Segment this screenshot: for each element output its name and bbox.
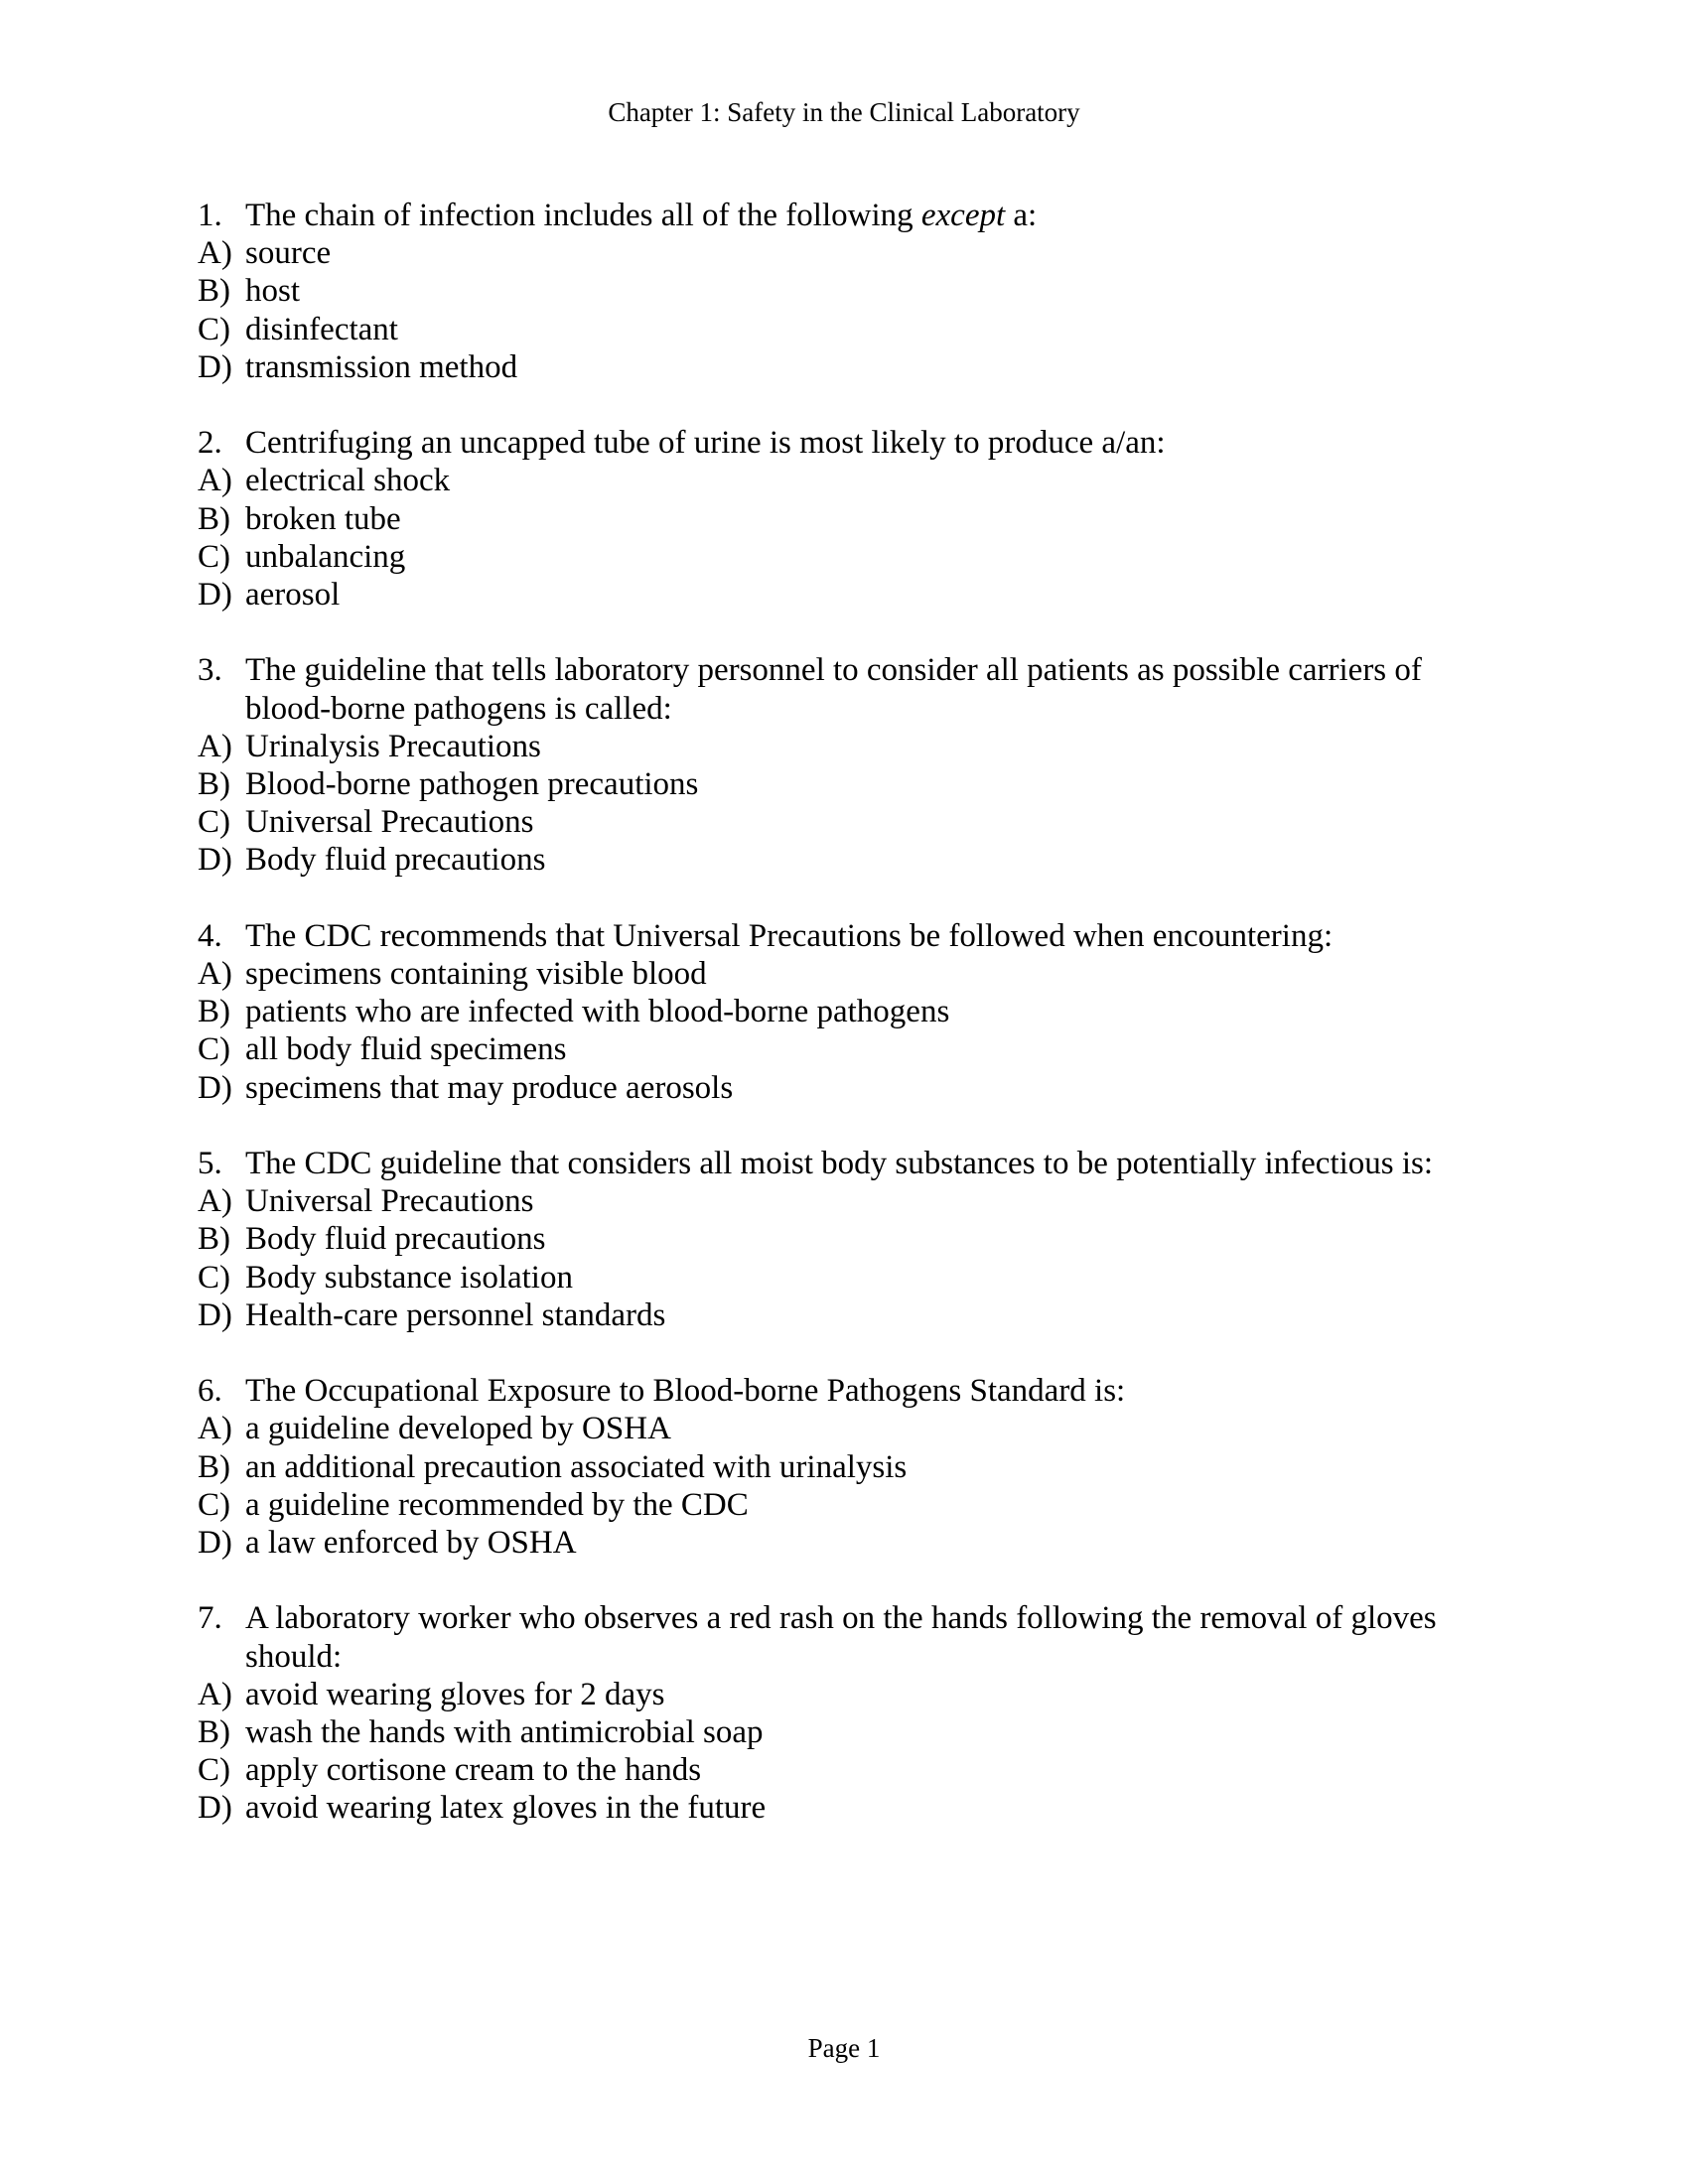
question-text xyxy=(245,197,1449,234)
question-list xyxy=(198,197,1449,1865)
option-label: D) xyxy=(198,577,232,614)
option-label: A) xyxy=(198,1676,232,1712)
option-label: D) xyxy=(198,1069,232,1106)
stem-text: The CDC guideline that considers all moist body substances to be potentially infectious is: xyxy=(245,1146,1434,1182)
answer-option xyxy=(198,993,1449,1030)
answer-option xyxy=(198,765,1449,803)
question-number: 1. xyxy=(198,198,222,233)
answer-option xyxy=(198,234,1449,272)
option-label: C) xyxy=(198,1259,230,1296)
question-stem xyxy=(198,917,1449,955)
option-label: C) xyxy=(198,311,230,347)
option-text: specimens that may produce aerosols xyxy=(245,1069,734,1106)
question-stem xyxy=(198,1372,1449,1410)
question-number: 4. xyxy=(198,917,222,954)
answer-option xyxy=(198,462,1449,499)
option-text: Body fluid precautions xyxy=(245,842,546,879)
answer-option xyxy=(198,1676,1449,1713)
option-text: aerosol xyxy=(245,577,341,614)
option-text: Universal Precautions xyxy=(245,1183,534,1220)
question-number: 7. xyxy=(198,1600,222,1637)
answer-option xyxy=(198,1486,1449,1524)
question xyxy=(198,1599,1449,1827)
option-label: B) xyxy=(198,994,230,1030)
option-text: Blood-borne pathogen precautions xyxy=(245,766,699,803)
stem-text: Centrifuging an uncapped tube of urine is most likely to produce a/an: xyxy=(245,425,1166,462)
stem-text: The chain of infection includes all of the following xyxy=(245,198,921,233)
option-text: a guideline recommended by the CDC xyxy=(245,1486,749,1523)
option-text: Health-care personnel standards xyxy=(245,1297,666,1333)
stem-text: A laboratory worker who observes a red rash on the hands following the removal of gloves should: xyxy=(245,1600,1437,1675)
option-label: C) xyxy=(198,1752,230,1789)
option-text: unbalancing xyxy=(245,538,406,575)
option-label: C) xyxy=(198,804,230,841)
answer-option xyxy=(198,1789,1449,1827)
answer-option xyxy=(198,1410,1449,1447)
option-text: an additional precaution associated with urinalysis xyxy=(245,1448,908,1485)
question-stem xyxy=(198,197,1449,234)
option-label: D) xyxy=(198,1790,232,1827)
question-text xyxy=(245,1372,1449,1410)
stem-emphasis: except xyxy=(920,198,1006,233)
answer-option xyxy=(198,1030,1449,1068)
option-text: Urinalysis Precautions xyxy=(245,728,541,764)
answer-option xyxy=(198,803,1449,841)
option-text: a guideline developed by OSHA xyxy=(245,1411,671,1447)
question-text xyxy=(245,1145,1449,1182)
option-label: B) xyxy=(198,273,230,310)
answer-option xyxy=(198,955,1449,993)
option-label: B) xyxy=(198,1221,230,1258)
answer-option xyxy=(198,1524,1449,1562)
option-label: A) xyxy=(198,956,232,993)
answer-option xyxy=(198,1259,1449,1297)
option-label: C) xyxy=(198,538,230,575)
answer-option xyxy=(198,1069,1449,1107)
option-label: D) xyxy=(198,1297,232,1333)
option-text: all body fluid specimens xyxy=(245,1031,567,1068)
option-label: C) xyxy=(198,1031,230,1068)
answer-option xyxy=(198,1182,1449,1220)
answer-option xyxy=(198,841,1449,879)
option-text: a law enforced by OSHA xyxy=(245,1525,577,1562)
question xyxy=(198,1145,1449,1334)
question xyxy=(198,424,1449,614)
page-header: Chapter 1: Safety in the Clinical Laboratory xyxy=(608,97,1080,127)
answer-option xyxy=(198,1713,1449,1751)
option-text: apply cortisone cream to the hands xyxy=(245,1752,702,1789)
answer-option xyxy=(198,500,1449,538)
option-label: B) xyxy=(198,766,230,803)
option-text: source xyxy=(245,235,332,272)
option-text: avoid wearing latex gloves in the future xyxy=(245,1790,767,1827)
option-text: specimens containing visible blood xyxy=(245,956,707,993)
option-text: host xyxy=(245,273,301,310)
question-number: 6. xyxy=(198,1373,222,1410)
option-label: B) xyxy=(198,500,230,537)
answer-option xyxy=(198,576,1449,614)
answer-option xyxy=(198,311,1449,348)
question-text xyxy=(245,651,1449,727)
option-text: Universal Precautions xyxy=(245,804,534,841)
page-number: Page 1 xyxy=(807,2033,881,2063)
question xyxy=(198,1372,1449,1562)
question-text xyxy=(245,917,1449,955)
question xyxy=(198,197,1449,386)
question-stem xyxy=(198,424,1449,462)
question-number: 5. xyxy=(198,1146,222,1182)
option-label: A) xyxy=(198,1411,232,1447)
answer-option xyxy=(198,538,1449,576)
option-label: A) xyxy=(198,235,232,272)
option-label: C) xyxy=(198,1486,230,1523)
option-label: A) xyxy=(198,728,232,764)
question xyxy=(198,651,1449,879)
question xyxy=(198,917,1449,1107)
question-number: 2. xyxy=(198,425,222,462)
option-text: transmission method xyxy=(245,348,518,385)
question-stem xyxy=(198,651,1449,727)
answer-option xyxy=(198,1220,1449,1258)
question-stem xyxy=(198,1599,1449,1675)
question-text xyxy=(245,424,1449,462)
answer-option xyxy=(198,272,1449,310)
option-text: Body substance isolation xyxy=(245,1259,573,1296)
option-text: wash the hands with antimicrobial soap xyxy=(245,1714,764,1751)
question-stem xyxy=(198,1145,1449,1182)
stem-text: The CDC recommends that Universal Precautions be followed when encountering: xyxy=(245,917,1334,954)
option-label: D) xyxy=(198,842,232,879)
option-label: B) xyxy=(198,1714,230,1751)
option-label: B) xyxy=(198,1448,230,1485)
stem-text: The guideline that tells laboratory personnel to consider all patients as possible carriers of blood-borne pathogens is called: xyxy=(245,652,1422,727)
option-label: D) xyxy=(198,348,232,385)
option-label: A) xyxy=(198,463,232,499)
answer-option xyxy=(198,1448,1449,1486)
option-text: avoid wearing gloves for 2 days xyxy=(245,1676,665,1712)
option-text: broken tube xyxy=(245,500,401,537)
question-text xyxy=(245,1599,1449,1675)
answer-option xyxy=(198,728,1449,765)
stem-text: The Occupational Exposure to Blood-borne Pathogens Standard is: xyxy=(245,1373,1126,1410)
option-label: A) xyxy=(198,1183,232,1220)
option-text: Body fluid precautions xyxy=(245,1221,546,1258)
option-label: D) xyxy=(198,1525,232,1562)
answer-option xyxy=(198,1751,1449,1789)
option-text: electrical shock xyxy=(245,463,451,499)
question-number: 3. xyxy=(198,652,222,689)
option-text: patients who are infected with blood-borne pathogens xyxy=(245,994,950,1030)
option-text: disinfectant xyxy=(245,311,398,347)
answer-option xyxy=(198,348,1449,386)
answer-option xyxy=(198,1297,1449,1334)
stem-text-end: a: xyxy=(1005,198,1038,233)
